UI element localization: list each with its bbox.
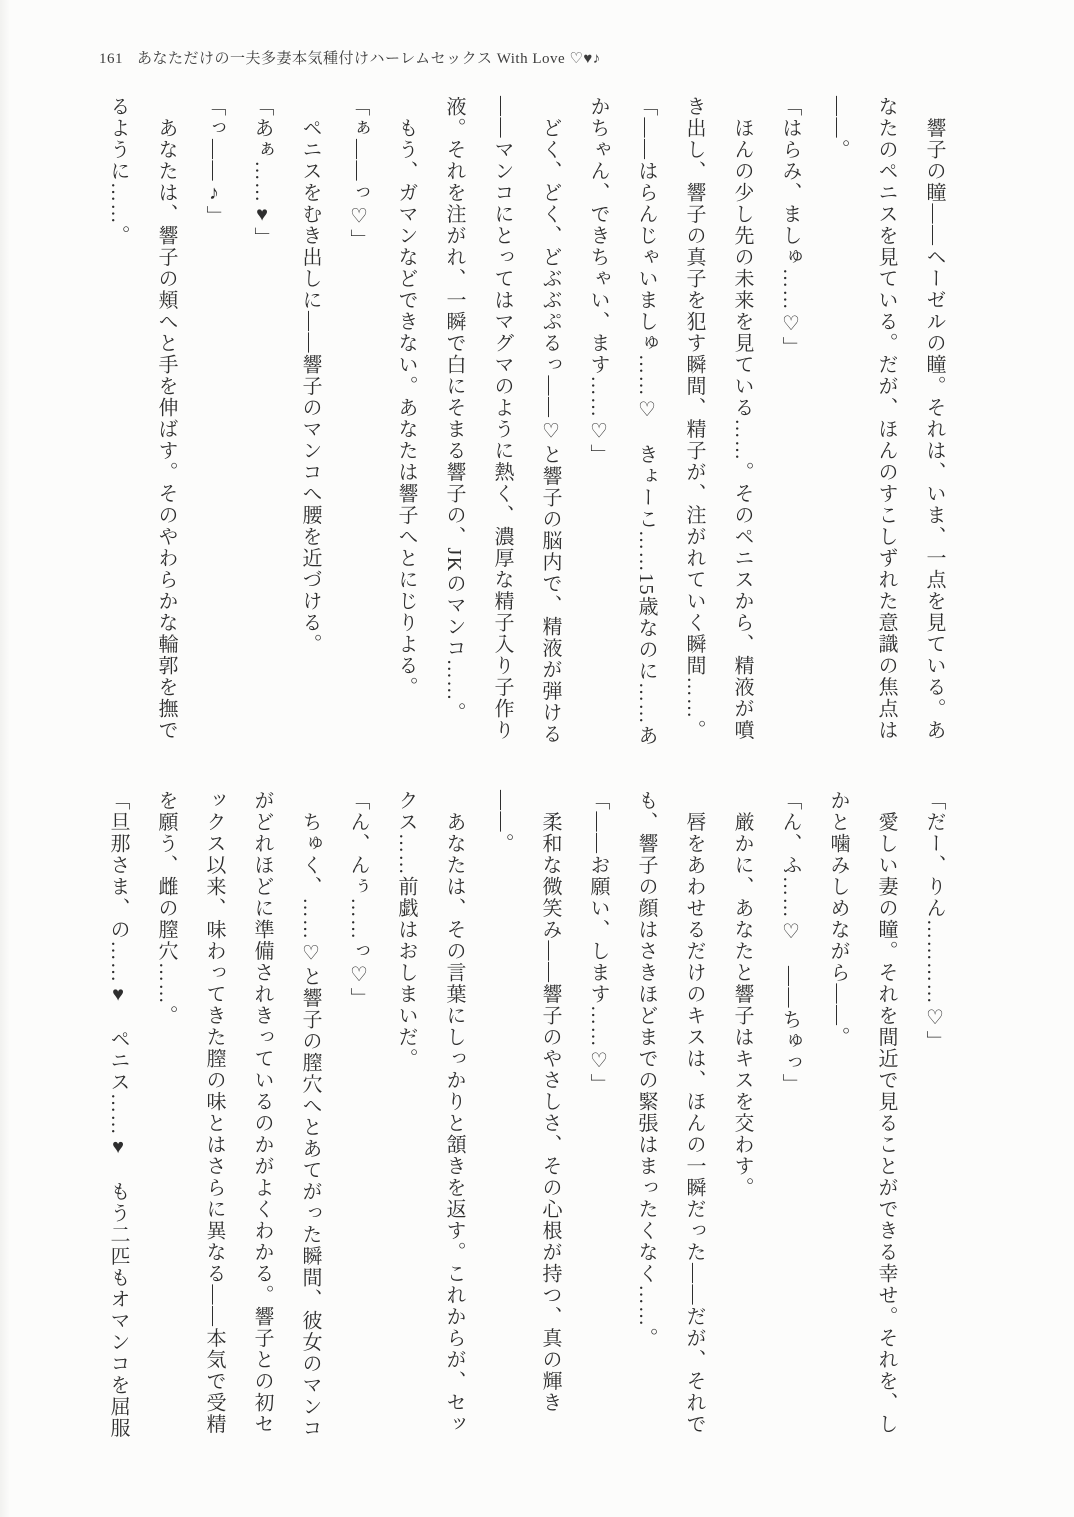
- text-column: 「旦那さま、の……♥ ペニス……♥ もう二匹もオマンコを屈服: [107, 790, 129, 1439]
- text-column: かちゃん、できちゃい、ます……♡」: [587, 96, 609, 466]
- text-column: がどれほどに準備されきっているのかがよくわかる。響子との初セ: [251, 790, 273, 1435]
- text-column: 「あぁ……♥」: [251, 96, 273, 249]
- text-column: 愛しい妻の瞳。それを間近で見ることができる幸せ。それを、し: [875, 790, 897, 1435]
- page-number: 161: [99, 51, 123, 67]
- running-header: [99, 47, 601, 68]
- text-column: どく、どく、どぶぶぷるっ——♡と響子の脳内で、精液が弾ける: [539, 96, 561, 745]
- text-column: を願う、雌の膣穴……。: [155, 790, 177, 1027]
- text-column: かと噛みしめながら——。: [827, 790, 849, 1048]
- text-column: 響子の瞳——ヘーゼルの瞳。それは、いま、一点を見ている。あ: [923, 96, 945, 741]
- text-column: 「ぁ——っ♡」: [347, 96, 369, 251]
- text-column: 「だー、りん…………♡」: [923, 790, 945, 1052]
- text-column: 「ん、んぅ……っ♡」: [347, 790, 369, 1009]
- text-column: ちゅく、……♡と響子の膣穴へとあてがった瞬間、彼女のマンコ: [299, 790, 321, 1439]
- bottom-text-block: [94, 790, 958, 1472]
- text-column: ——。: [491, 790, 513, 855]
- text-column: ——。: [827, 96, 849, 161]
- top-text-block: [94, 96, 958, 768]
- text-column: も、響子の顔はさきほどまでの緊張はまったくなく……。: [635, 790, 657, 1349]
- text-column: クス……前戯はおしまいだ。: [395, 790, 417, 1070]
- text-column: ックス以来、味わってきた膣の味とはさらに異なる——本気で受精: [203, 790, 225, 1435]
- text-column: ペニスをむき出しに——響子のマンコへ腰を近づける。: [299, 96, 321, 655]
- running-title: あなただけの一夫多妻本気種付けハーレムセックス With Love ♡♥♪: [137, 51, 601, 67]
- text-column: ほんの少し先の未来を見ている……。そのペニスから、精液が噴: [731, 96, 753, 741]
- text-column: なたのペニスを見ている。だが、ほんのすこしずれた意識の焦点は: [875, 96, 897, 741]
- text-column: るように……。: [107, 96, 129, 247]
- text-column: 「っ——♪」: [203, 96, 225, 227]
- text-column: あなたは、その言葉にしっかりと頷きを返す。これからが、セッ: [443, 790, 465, 1435]
- text-column: あなたは、響子の頬へと手を伸ばす。そのやわらかな輪郭を撫で: [155, 96, 177, 741]
- text-column: 「——はらんじゃいましゅ……♡ きょーこ……15歳なのに……あ: [635, 96, 657, 747]
- text-column: 厳かに、あなたと響子はキスを交わす。: [731, 790, 753, 1199]
- text-column: 唇をあわせるだけのキスは、ほんの一瞬だった——だが、それで: [683, 790, 705, 1435]
- text-column: 柔和な微笑み——響子のやさしさ、その心根が持つ、真の輝き: [539, 790, 561, 1414]
- text-column: き出し、響子の真子を犯す瞬間、精子が、注がれていく瞬間……。: [683, 96, 705, 741]
- text-column: 「——お願い、します……♡」: [587, 790, 609, 1095]
- text-column: 「ん、ふ……♡ ——ちゅっ」: [779, 790, 801, 1095]
- text-column: 液。それを注がれ、一瞬で白にそまる響子の、JKのマンコ……。: [443, 96, 465, 724]
- text-column: 「はらみ、ましゅ……♡」: [779, 96, 801, 358]
- text-column: ——マンコにとってはマグマのように熱く、濃厚な精子入り子作り: [491, 96, 513, 741]
- text-column: もう、ガマンなどできない。あなたは響子へとにじりよる。: [395, 96, 417, 698]
